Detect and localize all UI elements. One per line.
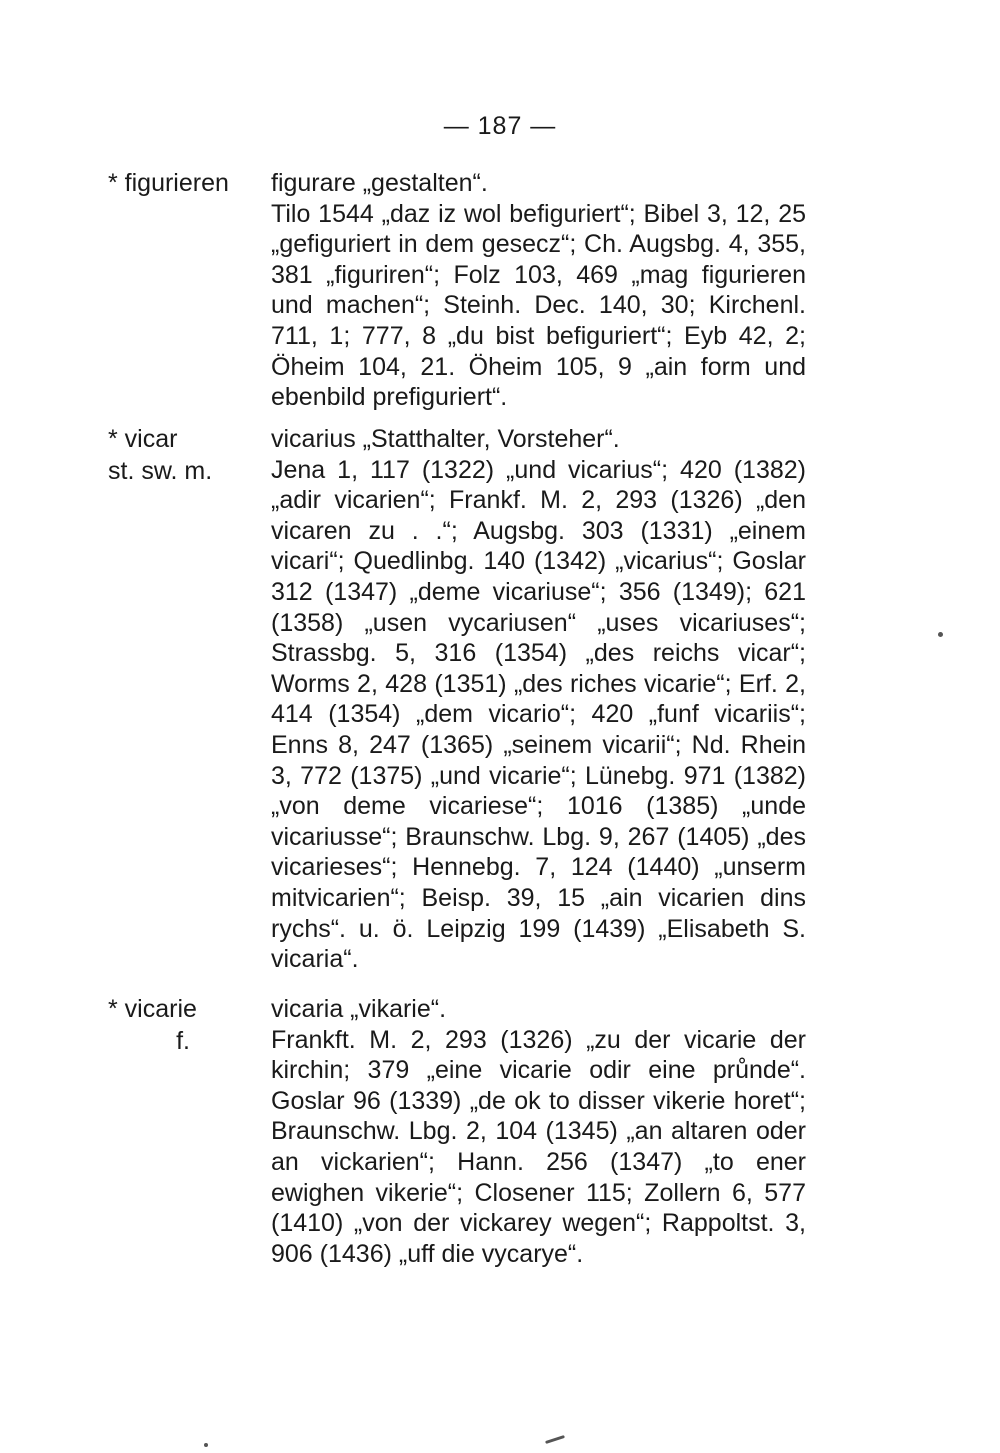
entry-body — [271, 994, 806, 1269]
references: Frankft. M. 2, 293 (1326) „zu der vicarie der kirchin; 379 „eine vicarie odir eine průnde“. Goslar 96 (1339) „de ok to disser vikerie horet“; Braunschw. Lbg. 2, 104 (1345) „an altaren oder an vickarien“; Hann. 256 (1347) „to ener ewighen vikerie“; Closener 115; Zollern 6, 577 (1410) „von der vickarey wegen“; Rappoltst. 3, 906 (1436) „uff die vycarye“. — [271, 1025, 806, 1268]
grammar-label: st. sw. m. — [108, 457, 213, 485]
gloss: vicaria „vikarie“. — [271, 995, 447, 1023]
lemma: * vicarie — [108, 995, 197, 1023]
references: Tilo 1544 „daz iz wol befiguriert“; Bibel 3, 12, 25 „gefiguriert in dem gesecz“; Ch. Augsbg. 4, 355, 381 „figuriren“; Folz 103, 469 „mag figurieren und machen“; Steinh. Dec. 140, 30; Kirchenl. 711, 1; 777, 8 „du bist befiguriert“; Eyb 42, 2; Öheim 104, 21. Öheim 105, 9 „ain form und ebenbild prefiguriert“. — [271, 199, 806, 412]
references: Jena 1, 117 (1322) „und vicarius“; 420 (1382) „adir vicarien“; Frankf. M. 2, 293 (1326) „den vicaren zu . .“; Augsbg. 303 (1331) „einem vicari“; Quedlinbg. 140 (1342) „vicarius“; Goslar 312 (1347) „deme vicariuse“; 356 (1349); 621 (1358) „usen vycariusen“ „uses vicariuses“; Strassbg. 5, 316 (1354) „des reichs vicar“; Worms 2, 428 (1351) „des riches vicarie“; Erf. 2, 414 (1354) „dem vicario“; 420 „funf vicariis“; Enns 8, 247 (1365) „seinem vicarii“; Nd. Rhein 3, 772 (1375) „und vicarie“; Lünebg. 971 (1382) „von deme vicariese“; 1016 (1385) „unde vicariusse“; Braunschw. Lbg. 9, 267 (1405) „des vicarieses“; Hennebg. 7, 124 (1440) „unserm mitvicarien“; Beisp. 39, 15 „ain vicarien dins rychs“. u. ö. Leipzig 199 (1439) „Elisabeth S. vicaria“. — [271, 455, 806, 974]
scan-speck — [938, 632, 943, 637]
page-number: — 187 — — [443, 112, 557, 140]
scan-speck — [545, 1435, 565, 1444]
scan-speck — [204, 1443, 208, 1447]
lemma: * vicar — [108, 425, 178, 453]
gloss: figurare „gestalten“. — [271, 169, 488, 197]
entry-body — [271, 424, 806, 975]
entry-body — [271, 168, 806, 413]
gloss: vicarius „Statthalter, Vorsteher“. — [271, 425, 620, 453]
grammar-label: f. — [176, 1027, 190, 1055]
lemma: * figurieren — [108, 169, 229, 197]
